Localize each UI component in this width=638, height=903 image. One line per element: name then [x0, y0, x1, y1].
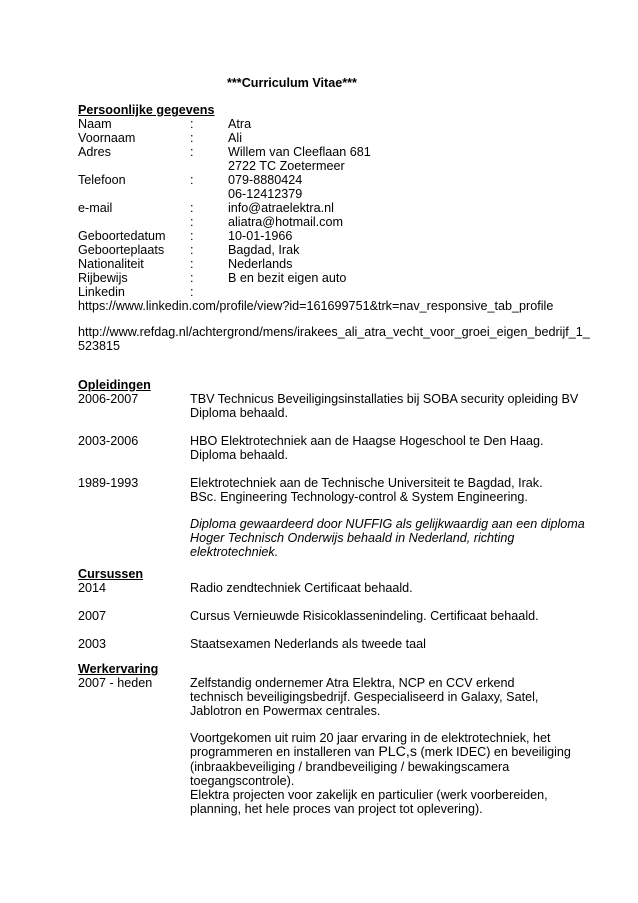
- separator: :: [190, 173, 194, 187]
- education-period: 1989-1993: [78, 476, 139, 490]
- education-line: Diploma behaald.: [190, 406, 289, 420]
- value-geboortedatum: 10-01-1966: [228, 229, 293, 243]
- education-note: Diploma gewaardeerd door NUFFIG als gelijkwaardig aan een diploma: [190, 517, 585, 531]
- courses-heading: Cursussen: [78, 567, 144, 581]
- course-text: Cursus Vernieuwde Risicoklassenindeling. Certificaat behaald.: [190, 609, 539, 623]
- value-voornaam: Ali: [228, 131, 242, 145]
- work-line: (inbraakbeveiliging / brandbeveiliging / bewakingscamera: [190, 760, 510, 774]
- value-email: info@atraelektra.nl: [228, 201, 334, 215]
- value-rijbewijs: B en bezit eigen auto: [228, 271, 347, 285]
- work-line: planning, het hele proces van project tot oplevering).: [190, 802, 483, 816]
- label-telefoon: Telefoon: [78, 173, 126, 187]
- separator: :: [190, 257, 194, 271]
- label-geboortedatum: Geboortedatum: [78, 229, 166, 243]
- label-linkedin: Linkedin: [78, 285, 125, 299]
- value-email-2: aliatra@hotmail.com: [228, 215, 343, 229]
- work-text: (merk IDEC) en beveiliging: [416, 745, 571, 759]
- label-rijbewijs: Rijbewijs: [78, 271, 128, 285]
- work-line: toegangscontrole).: [190, 774, 295, 788]
- work-line: [190, 745, 571, 760]
- education-line: TBV Technicus Beveiligingsinstallaties bij SOBA security opleiding BV: [190, 392, 579, 406]
- work-line: Elektra projecten voor zakelijk en particulier (werk voorbereiden,: [190, 788, 548, 802]
- course-year: 2007: [78, 609, 107, 623]
- document-title: ***Curriculum Vitae***: [227, 76, 357, 90]
- separator: :: [190, 131, 194, 145]
- separator: :: [190, 117, 194, 131]
- label-email: e-mail: [78, 201, 113, 215]
- separator: :: [190, 285, 194, 299]
- education-line: Diploma behaald.: [190, 448, 289, 462]
- course-year: 2014: [78, 581, 107, 595]
- education-note: Hoger Technisch Onderwijs behaald in Nederland, richting: [190, 531, 515, 545]
- value-geboorteplaats: Bagdad, Irak: [228, 243, 300, 257]
- education-line: BSc. Engineering Technology-control & System Engineering.: [190, 490, 528, 504]
- work-text-plc: PLC,s: [378, 744, 417, 760]
- course-year: 2003: [78, 637, 107, 651]
- work-line: Voortgekomen uit ruim 20 jaar ervaring in de elektrotechniek, het: [190, 731, 551, 745]
- education-heading: Opleidingen: [78, 378, 151, 392]
- value-telefoon: 079-8880424: [228, 173, 303, 187]
- separator: :: [190, 201, 194, 215]
- label-geboorteplaats: Geboorteplaats: [78, 243, 165, 257]
- value-nationaliteit: Nederlands: [228, 257, 293, 271]
- value-adres: Willem van Cleeflaan 681: [228, 145, 371, 159]
- separator: :: [190, 271, 194, 285]
- value-adres-2: 2722 TC Zoetermeer: [228, 159, 345, 173]
- education-note: elektrotechniek.: [190, 545, 279, 559]
- education-line: Elektrotechniek aan de Technische Universiteit te Bagdad, Irak.: [190, 476, 543, 490]
- work-line: technisch beveiligingsbedrijf. Gespecialiseerd in Galaxy, Satel,: [190, 690, 539, 704]
- separator: :: [190, 145, 194, 159]
- separator: :: [190, 229, 194, 243]
- value-telefoon-2: 06-12412379: [228, 187, 303, 201]
- education-period: 2003-2006: [78, 434, 139, 448]
- education-line: HBO Elektrotechniek aan de Haagse Hogeschool te Den Haag.: [190, 434, 544, 448]
- label-adres: Adres: [78, 145, 111, 159]
- refdag-link-cont[interactable]: 523815: [78, 339, 121, 353]
- separator: :: [190, 215, 194, 229]
- value-naam: Atra: [228, 117, 252, 131]
- refdag-link[interactable]: http://www.refdag.nl/achtergrond/mens/irakees_ali_atra_vecht_voor_groei_eigen_bedrijf_1_: [78, 325, 590, 339]
- work-heading: Werkervaring: [78, 662, 159, 676]
- work-line: Zelfstandig ondernemer Atra Elektra, NCP en CCV erkend: [190, 676, 515, 690]
- linkedin-link[interactable]: https://www.linkedin.com/profile/view?id=161699751&trk=nav_responsive_tab_profile: [78, 299, 554, 313]
- label-voornaam: Voornaam: [78, 131, 136, 145]
- label-naam: Naam: [78, 117, 112, 131]
- personal-heading: Persoonlijke gegevens: [78, 103, 215, 117]
- education-period: 2006-2007: [78, 392, 139, 406]
- course-text: Radio zendtechniek Certificaat behaald.: [190, 581, 413, 595]
- separator: :: [190, 243, 194, 257]
- work-line: Jablotron en Powermax centrales.: [190, 704, 381, 718]
- label-nationaliteit: Nationaliteit: [78, 257, 144, 271]
- course-text: Staatsexamen Nederlands als tweede taal: [190, 637, 426, 651]
- work-period: 2007 - heden: [78, 676, 153, 690]
- work-text: programmeren en installeren van: [190, 745, 379, 759]
